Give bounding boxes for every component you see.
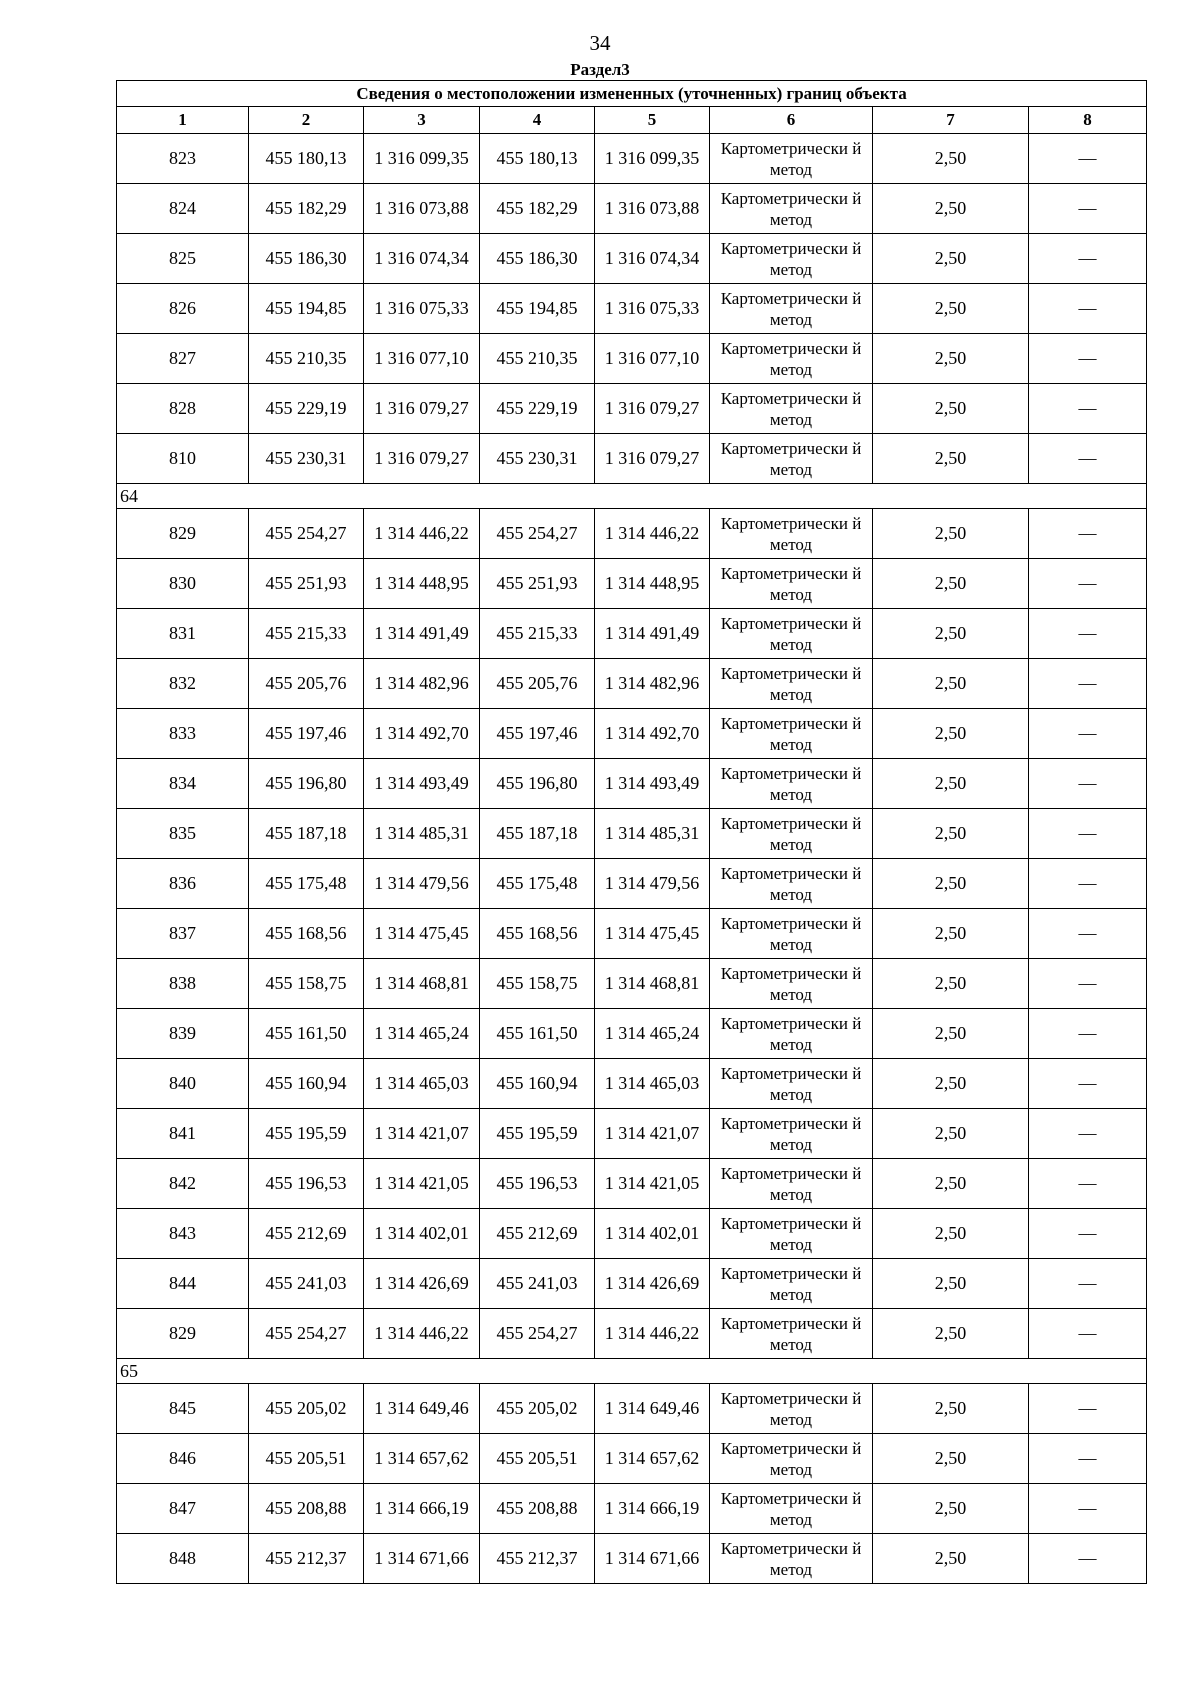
cell-col-2: 455 208,88 <box>249 1484 364 1534</box>
cell-col-6: Картометрически й метод <box>710 659 873 709</box>
cell-col-2: 455 212,69 <box>249 1209 364 1259</box>
cell-col-1: 832 <box>117 659 249 709</box>
cell-col-2: 455 254,27 <box>249 1309 364 1359</box>
cell-col-5: 1 314 475,45 <box>595 909 710 959</box>
cell-col-2: 455 196,80 <box>249 759 364 809</box>
cell-col-4: 455 197,46 <box>480 709 595 759</box>
cell-col-4: 455 212,37 <box>480 1534 595 1584</box>
cell-col-6: Картометрически й метод <box>710 909 873 959</box>
cell-col-6: Картометрически й метод <box>710 1434 873 1484</box>
cell-col-2: 455 182,29 <box>249 184 364 234</box>
cell-col-8: — <box>1029 1009 1147 1059</box>
cell-col-2: 455 205,51 <box>249 1434 364 1484</box>
cell-col-8: — <box>1029 1434 1147 1484</box>
cell-col-8: — <box>1029 1259 1147 1309</box>
cell-col-4: 455 254,27 <box>480 1309 595 1359</box>
cell-col-5: 1 316 079,27 <box>595 434 710 484</box>
cell-col-6: Картометрически й метод <box>710 809 873 859</box>
column-header-6: 6 <box>710 107 873 134</box>
cell-col-1: 834 <box>117 759 249 809</box>
cell-col-7: 2,50 <box>873 384 1029 434</box>
cell-col-8: — <box>1029 759 1147 809</box>
cell-col-7: 2,50 <box>873 859 1029 909</box>
cell-col-5: 1 316 099,35 <box>595 134 710 184</box>
cell-col-5: 1 314 448,95 <box>595 559 710 609</box>
cell-col-5: 1 316 079,27 <box>595 384 710 434</box>
cell-col-6: Картометрически й метод <box>710 1059 873 1109</box>
cell-col-6: Картометрически й метод <box>710 859 873 909</box>
cell-col-2: 455 215,33 <box>249 609 364 659</box>
cell-col-3: 1 314 492,70 <box>364 709 480 759</box>
cell-col-3: 1 316 079,27 <box>364 384 480 434</box>
cell-col-3: 1 314 421,05 <box>364 1159 480 1209</box>
cell-col-3: 1 314 475,45 <box>364 909 480 959</box>
cell-col-3: 1 314 657,62 <box>364 1434 480 1484</box>
cell-col-1: 833 <box>117 709 249 759</box>
cell-col-7: 2,50 <box>873 659 1029 709</box>
table-row <box>117 1534 1147 1584</box>
cell-col-6: Картометрически й метод <box>710 1109 873 1159</box>
cell-col-5: 1 314 468,81 <box>595 959 710 1009</box>
cell-col-6: Картометрически й метод <box>710 1259 873 1309</box>
cell-col-7: 2,50 <box>873 134 1029 184</box>
cell-col-7: 2,50 <box>873 909 1029 959</box>
cell-col-8: — <box>1029 909 1147 959</box>
cell-col-4: 455 241,03 <box>480 1259 595 1309</box>
cell-col-4: 455 194,85 <box>480 284 595 334</box>
table-body <box>117 134 1147 1584</box>
cell-col-1: 848 <box>117 1534 249 1584</box>
cell-col-6: Картометрически й метод <box>710 184 873 234</box>
cell-col-3: 1 314 446,22 <box>364 509 480 559</box>
cell-col-2: 455 229,19 <box>249 384 364 434</box>
cell-col-2: 455 254,27 <box>249 509 364 559</box>
cell-col-5: 1 314 421,05 <box>595 1159 710 1209</box>
cell-col-4: 455 187,18 <box>480 809 595 859</box>
cell-col-6: Картометрически й метод <box>710 134 873 184</box>
cell-col-1: 839 <box>117 1009 249 1059</box>
cell-col-3: 1 314 493,49 <box>364 759 480 809</box>
cell-col-4: 455 175,48 <box>480 859 595 909</box>
table-row <box>117 1434 1147 1484</box>
cell-col-2: 455 187,18 <box>249 809 364 859</box>
cell-col-1: 841 <box>117 1109 249 1159</box>
cell-col-5: 1 314 446,22 <box>595 1309 710 1359</box>
cell-col-4: 455 254,27 <box>480 509 595 559</box>
cell-col-1: 823 <box>117 134 249 184</box>
cell-col-8: — <box>1029 1109 1147 1159</box>
cell-col-4: 455 195,59 <box>480 1109 595 1159</box>
cell-col-6: Картометрически й метод <box>710 434 873 484</box>
cell-col-7: 2,50 <box>873 609 1029 659</box>
cell-col-3: 1 314 485,31 <box>364 809 480 859</box>
cell-col-4: 455 158,75 <box>480 959 595 1009</box>
cell-col-2: 455 186,30 <box>249 234 364 284</box>
cell-col-1: 810 <box>117 434 249 484</box>
cell-col-3: 1 314 649,46 <box>364 1384 480 1434</box>
cell-col-1: 844 <box>117 1259 249 1309</box>
cell-col-1: 837 <box>117 909 249 959</box>
cell-col-2: 455 158,75 <box>249 959 364 1009</box>
cell-col-8: — <box>1029 234 1147 284</box>
cell-col-1: 827 <box>117 334 249 384</box>
cell-col-1: 826 <box>117 284 249 334</box>
table-row <box>117 909 1147 959</box>
group-label: 65 <box>117 1359 1147 1384</box>
cell-col-6: Картометрически й метод <box>710 1484 873 1534</box>
cell-col-7: 2,50 <box>873 334 1029 384</box>
cell-col-3: 1 314 482,96 <box>364 659 480 709</box>
cell-col-1: 829 <box>117 1309 249 1359</box>
cell-col-4: 455 208,88 <box>480 1484 595 1534</box>
cell-col-5: 1 314 485,31 <box>595 809 710 859</box>
cell-col-4: 455 160,94 <box>480 1059 595 1109</box>
cell-col-6: Картометрически й метод <box>710 1009 873 1059</box>
cell-col-7: 2,50 <box>873 434 1029 484</box>
table-row <box>117 1309 1147 1359</box>
cell-col-7: 2,50 <box>873 1059 1029 1109</box>
cell-col-7: 2,50 <box>873 1434 1029 1484</box>
cell-col-3: 1 314 479,56 <box>364 859 480 909</box>
cell-col-7: 2,50 <box>873 1484 1029 1534</box>
cell-col-2: 455 180,13 <box>249 134 364 184</box>
cell-col-5: 1 316 077,10 <box>595 334 710 384</box>
table-row <box>117 434 1147 484</box>
cell-col-6: Картометрически й метод <box>710 759 873 809</box>
cell-col-5: 1 314 491,49 <box>595 609 710 659</box>
cell-col-7: 2,50 <box>873 184 1029 234</box>
cell-col-3: 1 316 079,27 <box>364 434 480 484</box>
cell-col-1: 845 <box>117 1384 249 1434</box>
cell-col-5: 1 314 482,96 <box>595 659 710 709</box>
cell-col-8: — <box>1029 1159 1147 1209</box>
cell-col-4: 455 205,76 <box>480 659 595 709</box>
table-row <box>117 234 1147 284</box>
cell-col-6: Картометрически й метод <box>710 384 873 434</box>
cell-col-1: 843 <box>117 1209 249 1259</box>
table-row <box>117 759 1147 809</box>
cell-col-8: — <box>1029 1534 1147 1584</box>
cell-col-7: 2,50 <box>873 1009 1029 1059</box>
cell-col-5: 1 314 479,56 <box>595 859 710 909</box>
table-row <box>117 284 1147 334</box>
cell-col-7: 2,50 <box>873 1209 1029 1259</box>
cell-col-1: 838 <box>117 959 249 1009</box>
table-row <box>117 1259 1147 1309</box>
cell-col-6: Картометрически й метод <box>710 509 873 559</box>
cell-col-6: Картометрически й метод <box>710 284 873 334</box>
table-row <box>117 184 1147 234</box>
cell-col-2: 455 195,59 <box>249 1109 364 1159</box>
table-row <box>117 659 1147 709</box>
cell-col-8: — <box>1029 1484 1147 1534</box>
cell-col-5: 1 314 492,70 <box>595 709 710 759</box>
cell-col-6: Картометрически й метод <box>710 1534 873 1584</box>
cell-col-7: 2,50 <box>873 1109 1029 1159</box>
cell-col-5: 1 314 402,01 <box>595 1209 710 1259</box>
cell-col-2: 455 197,46 <box>249 709 364 759</box>
cell-col-6: Картометрически й метод <box>710 1384 873 1434</box>
cell-col-1: 846 <box>117 1434 249 1484</box>
table-row <box>117 1384 1147 1434</box>
cell-col-4: 455 180,13 <box>480 134 595 184</box>
cell-col-4: 455 205,51 <box>480 1434 595 1484</box>
cell-col-5: 1 314 465,24 <box>595 1009 710 1059</box>
cell-col-1: 829 <box>117 509 249 559</box>
cell-col-8: — <box>1029 509 1147 559</box>
cell-col-8: — <box>1029 434 1147 484</box>
cell-col-8: — <box>1029 659 1147 709</box>
cell-col-5: 1 314 649,46 <box>595 1384 710 1434</box>
cell-col-4: 455 230,31 <box>480 434 595 484</box>
cell-col-6: Картометрически й метод <box>710 559 873 609</box>
cell-col-8: — <box>1029 1059 1147 1109</box>
cell-col-7: 2,50 <box>873 1259 1029 1309</box>
cell-col-8: — <box>1029 384 1147 434</box>
table-row <box>117 1059 1147 1109</box>
table-row <box>117 1209 1147 1259</box>
cell-col-5: 1 314 666,19 <box>595 1484 710 1534</box>
table-row <box>117 859 1147 909</box>
cell-col-6: Картометрически й метод <box>710 609 873 659</box>
cell-col-4: 455 196,80 <box>480 759 595 809</box>
cell-col-3: 1 314 671,66 <box>364 1534 480 1584</box>
table-row <box>117 1159 1147 1209</box>
cell-col-6: Картометрически й метод <box>710 1159 873 1209</box>
column-header-5: 5 <box>595 107 710 134</box>
cell-col-7: 2,50 <box>873 234 1029 284</box>
cell-col-5: 1 316 075,33 <box>595 284 710 334</box>
table-row <box>117 1109 1147 1159</box>
cell-col-8: — <box>1029 959 1147 1009</box>
table-row <box>117 809 1147 859</box>
cell-col-4: 455 210,35 <box>480 334 595 384</box>
column-header-7: 7 <box>873 107 1029 134</box>
cell-col-3: 1 314 465,03 <box>364 1059 480 1109</box>
cell-col-8: — <box>1029 1209 1147 1259</box>
column-header-4: 4 <box>480 107 595 134</box>
cell-col-1: 831 <box>117 609 249 659</box>
cell-col-6: Картометрически й метод <box>710 709 873 759</box>
cell-col-6: Картометрически й метод <box>710 959 873 1009</box>
cell-col-5: 1 314 671,66 <box>595 1534 710 1584</box>
cell-col-1: 836 <box>117 859 249 909</box>
cell-col-4: 455 229,19 <box>480 384 595 434</box>
cell-col-5: 1 314 465,03 <box>595 1059 710 1109</box>
cell-col-8: — <box>1029 1309 1147 1359</box>
cell-col-1: 830 <box>117 559 249 609</box>
cell-col-7: 2,50 <box>873 759 1029 809</box>
cell-col-3: 1 314 402,01 <box>364 1209 480 1259</box>
cell-col-3: 1 314 491,49 <box>364 609 480 659</box>
cell-col-2: 455 175,48 <box>249 859 364 909</box>
table-row <box>117 1009 1147 1059</box>
cell-col-1: 835 <box>117 809 249 859</box>
table-title: Сведения о местоположении измененных (уточненных) границ объекта <box>117 81 1147 107</box>
table-row <box>117 134 1147 184</box>
table-row <box>117 709 1147 759</box>
group-row <box>117 1359 1147 1384</box>
column-header-1: 1 <box>117 107 249 134</box>
cell-col-6: Картометрически й метод <box>710 1209 873 1259</box>
group-row <box>117 484 1147 509</box>
cell-col-8: — <box>1029 609 1147 659</box>
cell-col-8: — <box>1029 809 1147 859</box>
cell-col-7: 2,50 <box>873 1384 1029 1434</box>
cell-col-6: Картометрически й метод <box>710 334 873 384</box>
cell-col-8: — <box>1029 334 1147 384</box>
cell-col-2: 455 160,94 <box>249 1059 364 1109</box>
cell-col-1: 847 <box>117 1484 249 1534</box>
cell-col-1: 828 <box>117 384 249 434</box>
cell-col-5: 1 314 426,69 <box>595 1259 710 1309</box>
table-row <box>117 1484 1147 1534</box>
cell-col-7: 2,50 <box>873 284 1029 334</box>
section-title: Раздел3 <box>570 60 630 79</box>
cell-col-2: 455 205,76 <box>249 659 364 709</box>
cell-col-4: 455 251,93 <box>480 559 595 609</box>
cell-col-3: 1 314 448,95 <box>364 559 480 609</box>
cell-col-2: 455 161,50 <box>249 1009 364 1059</box>
cell-col-4: 455 212,69 <box>480 1209 595 1259</box>
cell-col-8: — <box>1029 1384 1147 1434</box>
column-header-8: 8 <box>1029 107 1147 134</box>
cell-col-2: 455 210,35 <box>249 334 364 384</box>
cell-col-5: 1 316 074,34 <box>595 234 710 284</box>
cell-col-3: 1 316 073,88 <box>364 184 480 234</box>
cell-col-3: 1 314 426,69 <box>364 1259 480 1309</box>
cell-col-8: — <box>1029 709 1147 759</box>
cell-col-4: 455 186,30 <box>480 234 595 284</box>
cell-col-3: 1 314 666,19 <box>364 1484 480 1534</box>
table-row <box>117 959 1147 1009</box>
cell-col-2: 455 194,85 <box>249 284 364 334</box>
cell-col-5: 1 314 657,62 <box>595 1434 710 1484</box>
cell-col-5: 1 316 073,88 <box>595 184 710 234</box>
cell-col-2: 455 241,03 <box>249 1259 364 1309</box>
cell-col-5: 1 314 446,22 <box>595 509 710 559</box>
cell-col-1: 840 <box>117 1059 249 1109</box>
cell-col-8: — <box>1029 559 1147 609</box>
cell-col-2: 455 251,93 <box>249 559 364 609</box>
cell-col-6: Картометрически й метод <box>710 234 873 284</box>
cell-col-8: — <box>1029 184 1147 234</box>
page-number: 34 <box>589 31 611 55</box>
table-row <box>117 609 1147 659</box>
cell-col-5: 1 314 493,49 <box>595 759 710 809</box>
cell-col-4: 455 161,50 <box>480 1009 595 1059</box>
cell-col-3: 1 316 077,10 <box>364 334 480 384</box>
column-header-2: 2 <box>249 107 364 134</box>
table-row <box>117 334 1147 384</box>
cell-col-3: 1 314 446,22 <box>364 1309 480 1359</box>
cell-col-4: 455 196,53 <box>480 1159 595 1209</box>
cell-col-8: — <box>1029 859 1147 909</box>
cell-col-3: 1 314 421,07 <box>364 1109 480 1159</box>
cell-col-1: 824 <box>117 184 249 234</box>
cell-col-4: 455 182,29 <box>480 184 595 234</box>
cell-col-7: 2,50 <box>873 1159 1029 1209</box>
cell-col-7: 2,50 <box>873 509 1029 559</box>
cell-col-1: 842 <box>117 1159 249 1209</box>
cell-col-7: 2,50 <box>873 959 1029 1009</box>
cell-col-3: 1 316 074,34 <box>364 234 480 284</box>
cell-col-2: 455 230,31 <box>249 434 364 484</box>
cell-col-8: — <box>1029 284 1147 334</box>
cell-col-7: 2,50 <box>873 1534 1029 1584</box>
cell-col-5: 1 314 421,07 <box>595 1109 710 1159</box>
cell-col-2: 455 196,53 <box>249 1159 364 1209</box>
cell-col-4: 455 168,56 <box>480 909 595 959</box>
cell-col-3: 1 316 075,33 <box>364 284 480 334</box>
coordinates-table <box>116 80 1147 1584</box>
cell-col-4: 455 205,02 <box>480 1384 595 1434</box>
cell-col-3: 1 316 099,35 <box>364 134 480 184</box>
table-row <box>117 384 1147 434</box>
cell-col-3: 1 314 465,24 <box>364 1009 480 1059</box>
cell-col-8: — <box>1029 134 1147 184</box>
table-row <box>117 509 1147 559</box>
cell-col-2: 455 212,37 <box>249 1534 364 1584</box>
cell-col-7: 2,50 <box>873 809 1029 859</box>
cell-col-7: 2,50 <box>873 1309 1029 1359</box>
column-header-row <box>117 107 1147 134</box>
cell-col-2: 455 168,56 <box>249 909 364 959</box>
table-row <box>117 559 1147 609</box>
cell-col-7: 2,50 <box>873 709 1029 759</box>
cell-col-7: 2,50 <box>873 559 1029 609</box>
cell-col-2: 455 205,02 <box>249 1384 364 1434</box>
group-label: 64 <box>117 484 1147 509</box>
cell-col-3: 1 314 468,81 <box>364 959 480 1009</box>
cell-col-6: Картометрически й метод <box>710 1309 873 1359</box>
cell-col-1: 825 <box>117 234 249 284</box>
cell-col-4: 455 215,33 <box>480 609 595 659</box>
column-header-3: 3 <box>364 107 480 134</box>
